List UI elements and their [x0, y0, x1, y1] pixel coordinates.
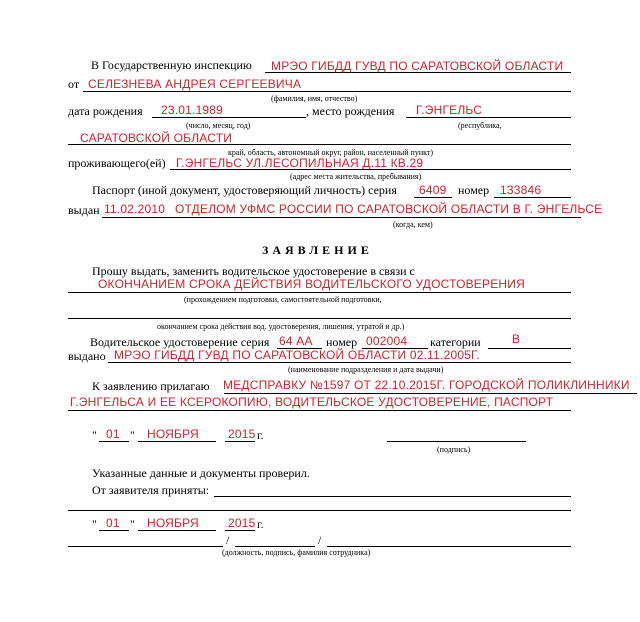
category-line [488, 348, 571, 349]
sig1-year-suffix: г. [257, 428, 264, 442]
license-number-label: номер [326, 335, 358, 349]
sig2-slash-1: / [226, 533, 230, 547]
reason-line [68, 292, 571, 293]
sig2-month[interactable]: НОЯБРЯ [147, 516, 199, 530]
from-value[interactable]: СЕЛЕЗНЕВА АНДРЕЯ СЕРГЕЕВИЧА [88, 77, 302, 91]
dob-value[interactable]: 23.01.1989 [161, 103, 224, 117]
passport-label: Паспорт (иной документ, удостоверяющий личность) серия [92, 183, 397, 197]
sig2-day-line [99, 530, 129, 531]
passport-number[interactable]: 133846 [500, 183, 542, 197]
attach-value-2[interactable]: Г.ЭНГЕЛЬСА И ЕЕ КСЕРОКОПИЮ, ВОДИТЕЛЬСКОЕ УДОСТОВЕРЕНИЕ, ПАСПОРТ [70, 395, 554, 409]
sig2-month-line [138, 530, 216, 531]
pob-line [406, 117, 571, 118]
sig1-quote-open: " [92, 428, 97, 442]
sig2-slash-2: / [318, 533, 322, 547]
residence-label: проживающего(ей) [68, 156, 166, 170]
attach-label: К заявлению прилагаю [92, 379, 210, 393]
sig2-position-line [68, 546, 223, 547]
sig2-name-line [327, 546, 571, 547]
attach-line-1 [224, 393, 637, 394]
sig1-day-line [99, 441, 129, 442]
dob-label: дата рождения [68, 104, 143, 118]
from-line [83, 91, 571, 92]
passport-series[interactable]: 6409 [419, 183, 447, 197]
passport-series-line [414, 197, 452, 198]
sig2-quote-open: " [92, 517, 97, 531]
sig1-quote-close: " [130, 428, 135, 442]
attach-line-2 [68, 410, 571, 411]
issued-date[interactable]: 11.02.2010 [104, 202, 166, 216]
issued-label: выдан [68, 203, 100, 217]
sig2-day[interactable]: 01 [106, 516, 120, 530]
license-issued-label: выдано [68, 349, 106, 363]
passport-number-label: номер [458, 183, 490, 197]
statement-title: ЗАЯВЛЕНИЕ [262, 243, 373, 257]
residence-value[interactable]: Г.ЭНГЕЛЬС УЛ.ЛЕСОПИЛЬНАЯ Д.11 КВ.29 [176, 156, 424, 170]
issued-hint: (когда, кем) [393, 220, 433, 229]
license-issued-hint: (наименование подразделения и дата выдачи) [288, 365, 444, 374]
reason-hint-2: окончанием срока действия вод. удостоверения, лишения, утратой и др.) [157, 322, 405, 331]
sig1-signature-line [387, 441, 526, 442]
sig1-month[interactable]: НОЯБРЯ [147, 427, 199, 441]
pob-hint: (республика, [458, 121, 502, 130]
accepted-text: От заявителя приняты: [92, 483, 210, 497]
sig2-sign-hint: (должность, подпись, фамилия сотрудника) [222, 548, 371, 557]
from-label: от [68, 77, 80, 91]
reason-value[interactable]: ОКОНЧАНИЕМ СРОКА ДЕЙСТВИЯ ВОДИТЕЛЬСКОГО УДОСТОВЕРЕНИЯ [98, 277, 525, 291]
license-label: Водительское удостоверение серия [90, 335, 270, 349]
from-hint: (фамилия, имя, отчество) [271, 94, 358, 103]
sig1-year-line [225, 441, 255, 442]
to-label: В Государственную инспекцию [91, 58, 252, 72]
sig2-quote-close: " [130, 517, 135, 531]
sig2-year[interactable]: 2015 [228, 516, 256, 530]
issued-line [102, 217, 581, 218]
sig2-signature-line [235, 546, 315, 547]
license-series[interactable]: 64 АА [279, 334, 313, 348]
sig1-month-line [138, 441, 216, 442]
license-issued-value[interactable]: МРЭО ГИБДД ГУВД ПО САРАТОВСКОЙ ОБЛАСТИ 02.11.2005Г. [114, 348, 480, 362]
accepted-line-1 [214, 496, 571, 497]
accepted-line-2 [68, 510, 571, 511]
passport-number-line [494, 197, 571, 198]
sig2-year-suffix: г. [257, 517, 264, 531]
reason-hint-1: (прохождением подготовки, самостоятельной подготовки, [184, 295, 382, 304]
sig2-year-line [225, 530, 255, 531]
to-value[interactable]: МРЭО ГИБДД ГУВД ПО САРАТОВСКОЙ ОБЛАСТИ [271, 59, 564, 73]
category-value[interactable]: В [512, 332, 521, 346]
request-text: Прошу выдать, заменить водительское удостоверение в связи с [92, 264, 415, 278]
region-value[interactable]: САРАТОВСКОЙ ОБЛАСТИ [80, 131, 233, 145]
reason-line-2 [68, 318, 571, 319]
checked-text: Указанные данные и документы проверил. [92, 466, 310, 480]
region-hint: край, область, автономный округ, район, населенный пункт) [228, 148, 434, 157]
license-issued-line [108, 362, 571, 363]
sig1-year[interactable]: 2015 [228, 427, 256, 441]
dob-line [152, 117, 306, 118]
residence-hint: (адрес места жительства, пребывания) [290, 172, 422, 181]
pob-label: , место рождения [306, 104, 395, 118]
license-number[interactable]: 002004 [366, 334, 408, 348]
attach-value-1[interactable]: МЕДСПРАВКУ №1597 ОТ 22.10.2015Г. ГОРОДСКОЙ ПОЛИКЛИННИКИ [223, 378, 630, 392]
sig1-day[interactable]: 01 [106, 427, 120, 441]
pob-value[interactable]: Г.ЭНГЕЛЬС [416, 103, 483, 117]
issued-by[interactable]: ОТДЕЛОМ УФМС РОССИИ ПО САРАТОВСКОЙ ОБЛАСТИ В Г. ЭНГЕЛЬСЕ [175, 202, 603, 216]
dob-hint: (число, месяц, год) [186, 121, 251, 130]
category-label: категории [430, 335, 481, 349]
sig1-sign-hint: (подпись) [437, 445, 471, 454]
